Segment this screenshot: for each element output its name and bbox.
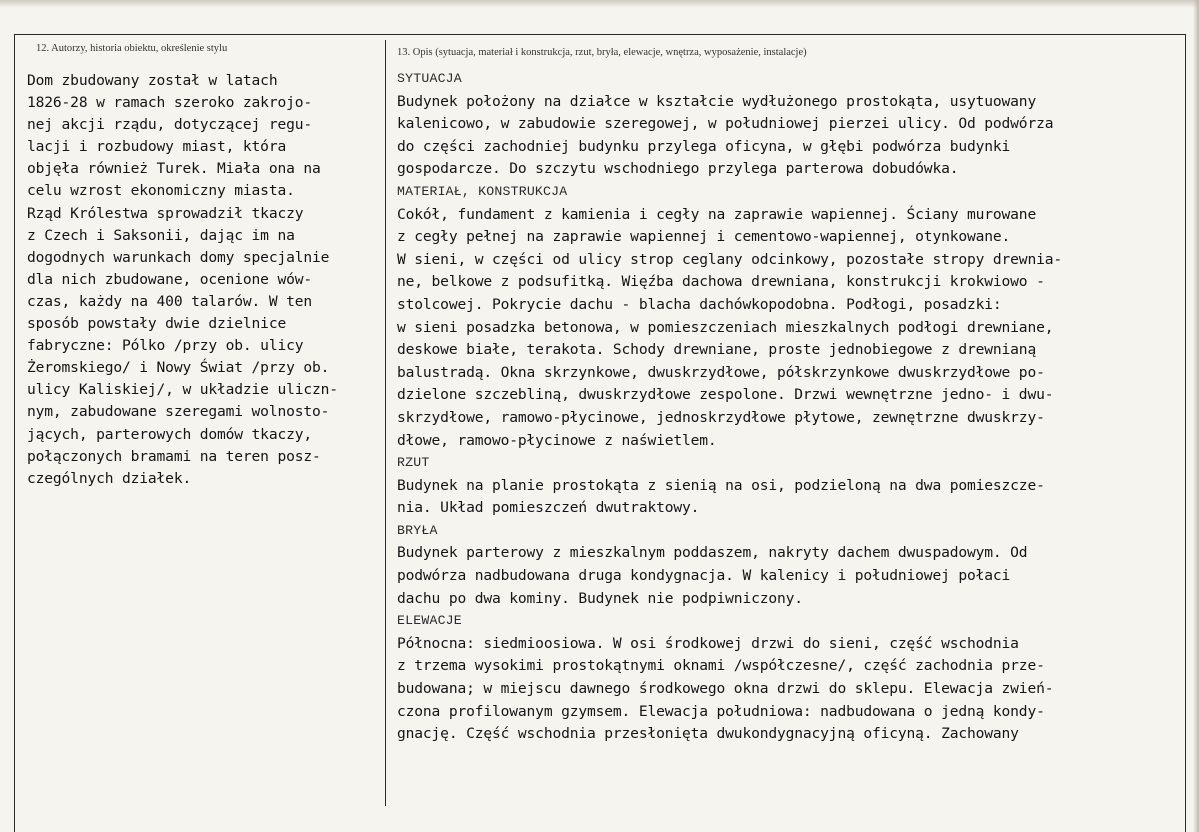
description-line: W sieni, w części od ulicy strop ceglany odcinkowy, pozostałe stropy drewnia- [397,250,1062,268]
description-line: kalenicowo, w zabudowie szeregowej, w południowej pierzei ulicy. Od podwórza [397,115,1054,133]
description-line: z trzema wysokimi prostokątnymi oknami /współczesne/, część zachodnia prze- [397,657,1045,675]
history-line: Dom zbudowany został w latach [27,72,278,89]
description-text-block [397,68,1187,746]
history-line: Rząd Królestwa sprowadził tkaczy [27,204,304,222]
history-line: czas, każdy na 400 talarów. W ten [27,292,312,310]
page-edge-right [1193,0,1199,832]
description-line: Północna: siedmioosiowa. W osi środkowej drzwi do sieni, część wschodnia [397,634,1019,652]
description-line: skrzydłowe, ramowo-płycinowe, jednoskrzydłowe płytowe, zewnętrzne dwuskrzy- [397,408,1045,426]
history-line: nym, zabudowane szeregami wolnosto- [27,403,330,421]
history-line: jących, parterowych domów tkaczy, [27,425,312,443]
description-line: gospodarcze. Do szczytu wschodniego przylega parterowa dobudówka. [397,160,959,178]
history-line: celu wzrost ekonomiczny miasta. [27,182,295,200]
description-line: nia. Układ pomieszczeń dwutraktowy. [397,499,700,517]
description-line: Budynek położony na działce w kształcie wydłużonego prostokąta, usytuowany [397,92,1037,110]
section-heading: MATERIAŁ, KONSTRUKCJA [397,183,568,199]
history-line: czególnych działek. [27,469,192,487]
section-heading: BRYŁA [397,522,438,538]
description-line: dachu po dwa kominy. Budynek nie podpiwniczony. [397,589,803,607]
description-line: ne, belkowe z podsufitką. Więźba dachowa drewniana, konstrukcji krokwiowo - [397,273,1045,291]
description-line: dłowe, ramowo-płycinowe z naświetlem. [397,431,717,449]
history-text-block [27,70,379,490]
history-line: fabryczne: Pólko /przy ob. ulicy [27,337,304,355]
right-column-header: 13. Opis (sytuacja, materiał i konstrukcja, rzut, bryła, elewacje, wnętrza, wyposażenie, instalacje) [397,47,807,58]
description-line: z cegły pełnej na zaprawie wapiennej i cementowo-wapiennej, otynkowane. [397,228,1011,246]
description-line: Budynek na planie prostokąta z sienią na osi, podzieloną na dwa pomieszcze- [397,476,1045,494]
history-line: z Czech i Saksonii, dając im na [27,226,295,244]
history-line: Żeromskiego/ i Nowy Świat /przy ob. [27,359,330,377]
description-line: Cokół, fundament z kamienia i cegły na zaprawie wapiennej. Ściany murowane [397,205,1037,223]
description-line: Budynek parterowy z mieszkalnym poddaszem, nakryty dachem dwuspadowym. Od [397,544,1028,562]
section-heading: RZUT [397,455,430,471]
description-line: deskowe białe, terakota. Schody drewniane, proste jednobiegowe z drewnianą [397,341,1037,359]
history-line: nej akcji rządu, dotyczącej regu- [27,116,312,134]
history-line: 1826-28 w ramach szeroko zakrojo- [27,94,312,112]
description-line: w sieni posadzka betonowa, w pomieszczeniach mieszkalnych podłogi drewniane, [397,318,1054,336]
left-column-header: 12. Autorzy, historia obiektu, określenie stylu [36,43,228,54]
history-line: lacji i rozbudowy miast, która [27,138,287,156]
description-line: dzielone szczebliną, dwuskrzydłowe zespolone. Drzwi wewnętrzne jedno- i dwu- [397,386,1054,404]
history-line: sposób powstały dwie dzielnice [27,315,287,333]
description-line: balustradą. Okna skrzynkowe, dwuskrzydłowe, półskrzynkowe dwuskrzydłowe po- [397,363,1045,381]
description-line: budowana; w miejscu dawnego środkowego okna drzwi do sklepu. Elewacja zwień- [397,680,1054,698]
history-line: dogodnych warunkach domy specjalnie [27,248,330,266]
column-divider [385,40,386,806]
description-line: gnację. Część wschodnia przesłonięta dwukondygnacyjną oficyną. Zachowany [397,725,1019,743]
description-line: do części zachodniej budynku przylega oficyna, w głębi podwórza budynki [397,137,1011,155]
history-line: ulicy Kaliskiej/, w układzie uliczn- [27,381,338,399]
section-heading: SYTUACJA [397,71,462,86]
description-line: podwórza nadbudowana druga kondygnacja. W kalenicy i południowej połaci [397,567,1011,585]
history-line: dla nich zbudowane, ocenione wów- [27,270,312,288]
page-edge-shadow [0,0,1199,8]
description-line: czona profilowanym gzymsem. Elewacja południowa: nadbudowana o jedną kondy- [397,702,1045,720]
description-line: stolcowej. Pokrycie dachu - blacha dachówkopodobna. Podłogi, posadzki: [397,295,1002,313]
history-line: połączonych bramami na teren posz- [27,447,321,465]
section-heading: ELEWACJE [397,613,462,629]
history-line: objęła również Turek. Miała ona na [27,160,321,178]
